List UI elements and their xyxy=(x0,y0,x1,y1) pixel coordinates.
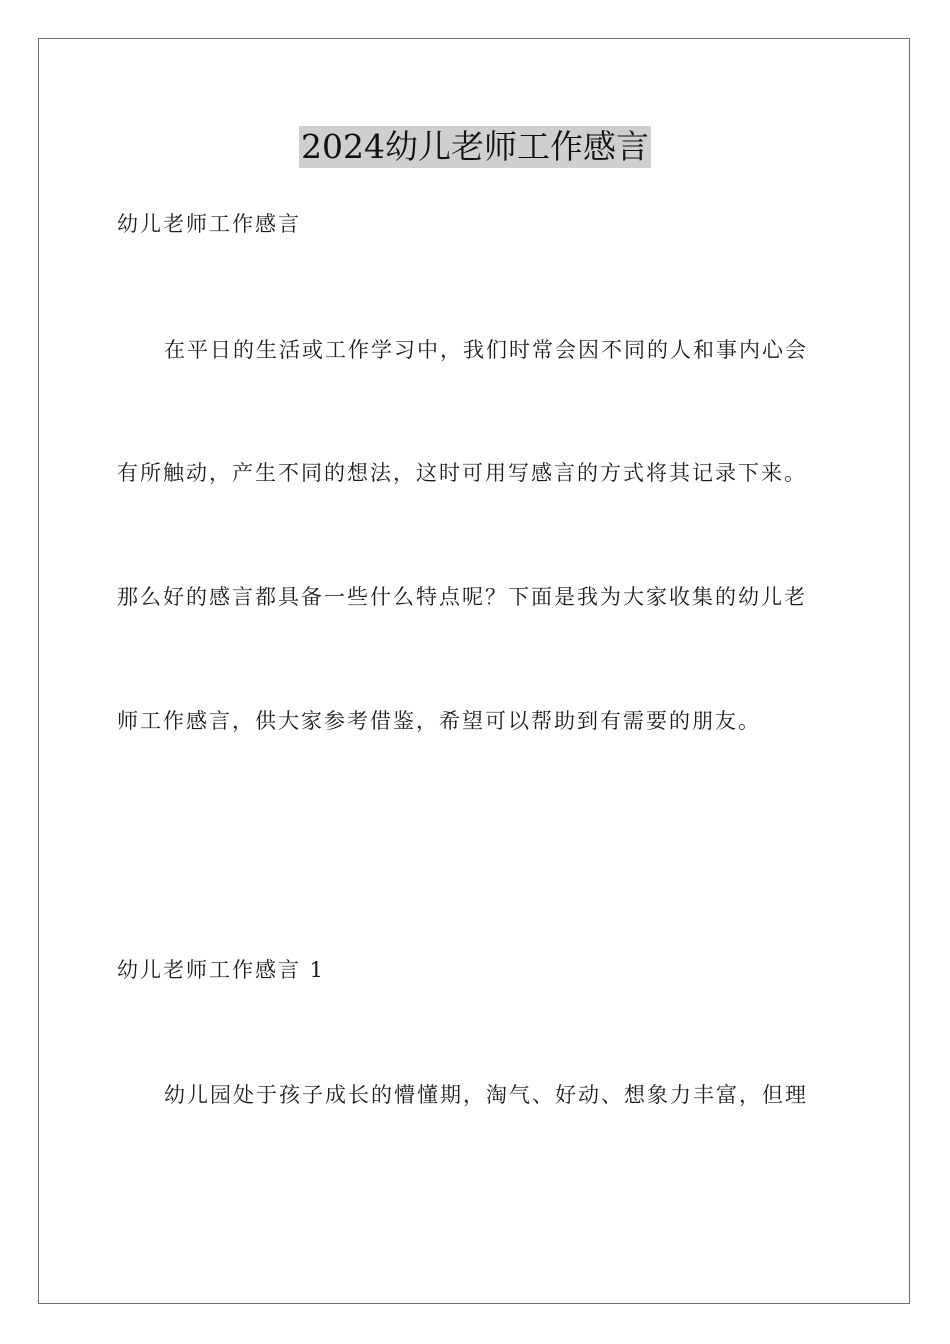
title-container xyxy=(0,126,950,168)
document-title: 2024幼儿老师工作感言 xyxy=(301,127,649,166)
paragraph-line: 师工作感言，供大家参考借鉴，希望可以帮助到有需要的朋友。 xyxy=(117,709,761,733)
paragraph-line: 那么好的感言都具备一些什么特点呢？下面是我为大家收集的幼儿老 xyxy=(117,585,807,609)
paragraph-line: 有所触动，产生不同的想法，这时可用写感言的方式将其记录下来。 xyxy=(117,461,807,485)
paragraph-line: 在平日的生活或工作学习中，我们时常会因不同的人和事内心会 xyxy=(164,338,808,362)
paragraph-line: 幼儿园处于孩子成长的懵懂期，淘气、好动、想象力丰富，但理 xyxy=(164,1083,808,1107)
document-subtitle: 幼儿老师工作感言 xyxy=(117,212,301,236)
section-heading: 幼儿老师工作感言 1 xyxy=(117,958,326,982)
